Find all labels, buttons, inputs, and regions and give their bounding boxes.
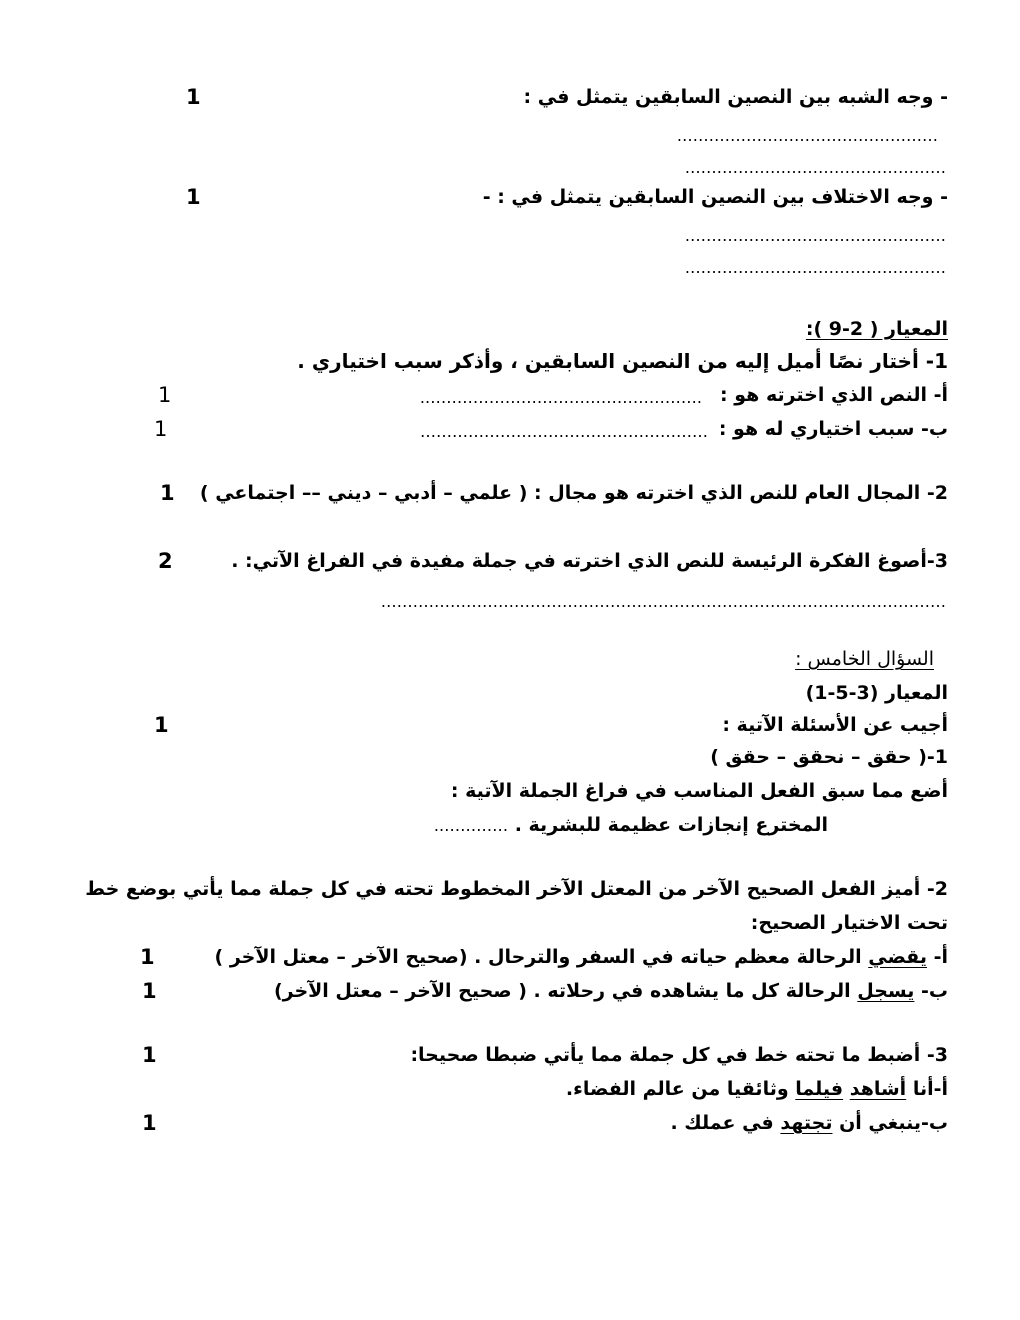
sentence-b-prefix: ب- xyxy=(914,980,948,1002)
sentence-b-rest: الرحالة كل ما يشاهده في رحلاته . ( صحيح الآخر – معتل الآخر) xyxy=(273,980,858,1002)
section-five-criterion: المعيار (3-5-1) xyxy=(805,682,948,704)
sentence-a-prefix: أ- xyxy=(926,946,948,968)
chosen-text-dots: .……………………………………………. xyxy=(419,388,702,407)
vocalize-a-space xyxy=(843,1078,850,1100)
difference-question: - وجه الاختلاف بين النصين السابقين يتمثل في : - xyxy=(482,186,948,208)
vocalize-score: 1 xyxy=(142,1043,157,1067)
answer-dots-1: …………………………………………. xyxy=(676,126,938,145)
similarity-score: 1 xyxy=(186,85,201,109)
sentence-a-rest: الرحالة معظم حياته في السفر والترحال . (صحيح الآخر – معتل الآخر ) xyxy=(214,946,869,968)
difference-score: 1 xyxy=(186,185,201,209)
main-idea-score: 2 xyxy=(158,549,173,573)
choice-reason-dots: ……………………………………………… xyxy=(420,422,708,441)
vocalize-b-score: 1 xyxy=(142,1111,157,1135)
answer-questions-instruction: أجيب عن الأسئلة الآتية : xyxy=(722,714,948,736)
choice-reason-score: 1 xyxy=(154,417,168,441)
vocalize-b-underlined-word: تجتهد xyxy=(780,1112,833,1134)
verb-options: 1-( حقق – نحقق – حقق ) xyxy=(710,746,948,768)
main-idea-dots: ……………………………………………………………………………………………. xyxy=(380,592,946,611)
sentence-b-score: 1 xyxy=(142,979,157,1003)
vocalize-b-prefix: ب-ينبغي أن xyxy=(832,1112,948,1134)
vocalize-a-prefix: أ-أنا xyxy=(906,1078,948,1100)
distinguish-verb-question-line2: تحت الاختيار الصحيح: xyxy=(750,912,948,934)
vocalize-b-rest: في عملك . xyxy=(670,1112,781,1134)
fill-blank-sentence-text: المخترع إنجازات عظيمة للبشرية . xyxy=(514,814,828,836)
main-idea-question: 3-أصوغ الفكرة الرئيسة للنص الذي اخترته في جملة مفيدة في الفراغ الآتي: . xyxy=(231,550,948,572)
sentence-b xyxy=(274,978,948,1004)
text-domain-question: 2- المجال العام للنص الذي اخترته هو مجال : ( علمي – أدبي – ديني –– اجتماعي ) xyxy=(199,482,948,504)
sentence-a-score: 1 xyxy=(140,945,155,969)
answer-dots-4: …………………………………………. xyxy=(684,258,946,277)
vocalize-a-rest: وثائقيا من عالم الفضاء. xyxy=(565,1078,796,1100)
choice-reason-label: ب- سبب اختياري له هو : xyxy=(718,418,948,440)
vocalize-question: 3- أضبط ما تحته خط في كل جملة مما يأتي ضبطا صحيحا: xyxy=(410,1044,948,1066)
answer-questions-score: 1 xyxy=(154,713,169,737)
fill-blank-sentence xyxy=(434,812,828,839)
vocalize-a-underlined-word-1: أشاهد xyxy=(849,1078,907,1100)
chosen-text-label: أ- النص الذي اخترته هو : xyxy=(720,384,948,406)
answer-dots-2: …………………………………………. xyxy=(684,158,946,177)
vocalize-sentence-b xyxy=(670,1110,948,1136)
vocalize-sentence-a xyxy=(566,1076,948,1102)
criterion-heading: المعيار ( 2-9 ): xyxy=(805,318,948,340)
fill-blank-dots: ………….. xyxy=(433,816,509,835)
fill-blank-instruction: أضع مما سبق الفعل المناسب في فراغ الجملة الآتية : xyxy=(450,780,948,802)
answer-dots-3: …………………………………………. xyxy=(684,226,946,245)
distinguish-verb-question-line1: 2- أميز الفعل الصحيح الآخر من المعتل الآخر المخطوط تحته في كل جملة مما يأتي بوضع خط xyxy=(85,878,948,900)
choose-text-question: 1- أختار نصًا أميل إليه من النصين السابقين ، وأذكر سبب اختياري . xyxy=(297,349,948,373)
similarity-question: - وجه الشبه بين النصين السابقين يتمثل في : xyxy=(523,86,948,108)
sentence-a-underlined-verb: يقضي xyxy=(868,946,927,968)
vocalize-a-underlined-word-2: فيلما xyxy=(795,1078,844,1100)
chosen-text-score: 1 xyxy=(158,383,172,407)
sentence-b-underlined-verb: يسجل xyxy=(857,980,915,1002)
section-five-title: السؤال الخامس : xyxy=(795,648,934,670)
sentence-a xyxy=(215,944,948,970)
text-domain-score: 1 xyxy=(160,481,175,505)
